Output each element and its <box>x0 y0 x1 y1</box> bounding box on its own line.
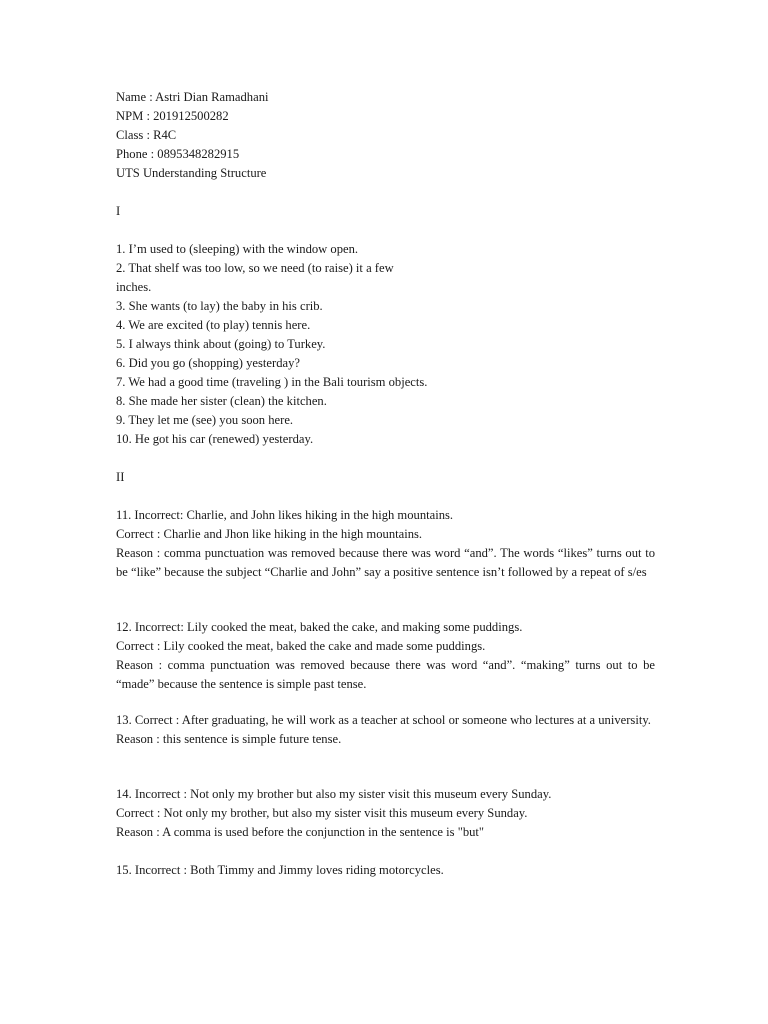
correct-sentence: Correct : Lily cooked the meat, baked the cake and made some puddings. <box>116 639 486 653</box>
incorrect-sentence: 15. Incorrect : Both Timmy and Jimmy loves riding motorcycles. <box>116 863 444 877</box>
list-item: inches. <box>116 280 152 294</box>
question-13 <box>116 711 655 749</box>
list-item: 2. That shelf was too low, so we need (to raise) it a few <box>116 261 394 275</box>
question-15 <box>116 861 655 880</box>
student-name: Name : Astri Dian Ramadhani <box>116 90 269 104</box>
section-2-heading: II <box>116 470 125 484</box>
list-item: 10. He got his car (renewed) yesterday. <box>116 432 314 446</box>
student-class: Class : R4C <box>116 128 177 142</box>
reason-text: Reason : comma punctuation was removed because there was word “and”. “making” turns out to be “made” because the sentence is simple past tense. <box>116 658 655 691</box>
exam-subject: UTS Understanding Structure <box>116 166 267 180</box>
reason-text: Reason : A comma is used before the conjunction in the sentence is "but" <box>116 825 485 839</box>
question-14 <box>116 785 655 842</box>
section-1-list <box>116 240 655 449</box>
incorrect-sentence: 11. Incorrect: Charlie, and John likes hiking in the high mountains. <box>116 508 454 522</box>
correct-sentence: Correct : Charlie and Jhon like hiking in the high mountains. <box>116 527 423 541</box>
list-item: 7. We had a good time (traveling ) in the Bali tourism objects. <box>116 375 428 389</box>
reason-text: Reason : comma punctuation was removed because there was word “and”. The words “likes” turns out to be “like” because the subject “Charlie and John” say a positive sentence isn’t followed by a repeat of s/es <box>116 546 655 579</box>
list-item: 8. She made her sister (clean) the kitchen. <box>116 394 327 408</box>
reason-text: Reason : this sentence is simple future tense. <box>116 732 342 746</box>
student-npm: NPM : 201912500282 <box>116 109 229 123</box>
list-item: 9. They let me (see) you soon here. <box>116 413 294 427</box>
student-phone: Phone : 0895348282915 <box>116 147 240 161</box>
question-11 <box>116 506 655 582</box>
document-page <box>116 88 655 880</box>
incorrect-sentence: 14. Incorrect : Not only my brother but also my sister visit this museum every Sunday. <box>116 787 552 801</box>
correct-sentence: Correct : Not only my brother, but also my sister visit this museum every Sunday. <box>116 806 528 820</box>
list-item: 5. I always think about (going) to Turkey. <box>116 337 326 351</box>
section-1-heading: I <box>116 204 121 218</box>
question-12 <box>116 618 655 694</box>
list-item: 1. I’m used to (sleeping) with the window open. <box>116 242 359 256</box>
list-item: 4. We are excited (to play) tennis here. <box>116 318 311 332</box>
list-item: 3. She wants (to lay) the baby in his crib. <box>116 299 323 313</box>
student-header <box>116 88 655 183</box>
correct-sentence: 13. Correct : After graduating, he will work as a teacher at school or someone who lectures at a university. <box>116 713 651 727</box>
incorrect-sentence: 12. Incorrect: Lily cooked the meat, baked the cake, and making some puddings. <box>116 620 523 634</box>
list-item: 6. Did you go (shopping) yesterday? <box>116 356 300 370</box>
